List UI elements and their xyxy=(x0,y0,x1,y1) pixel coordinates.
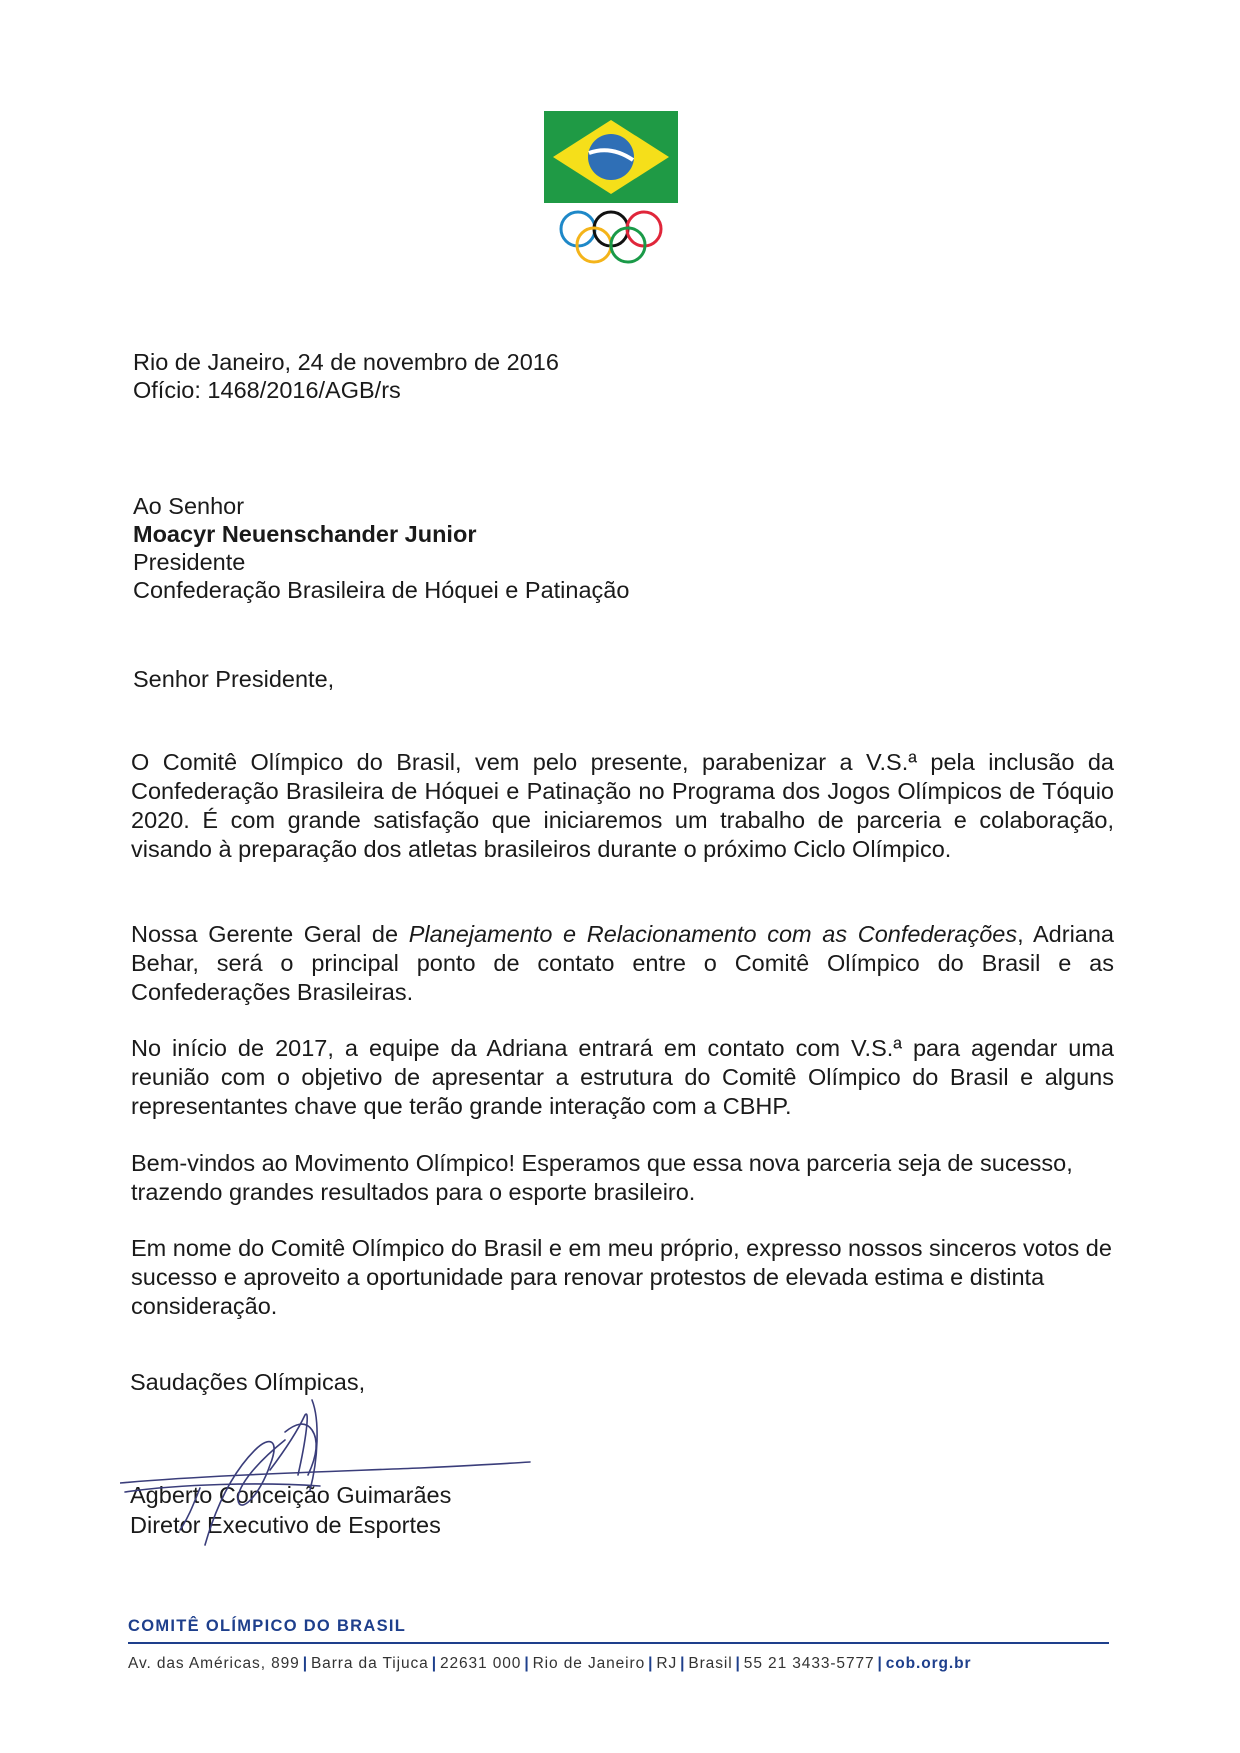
separator: | xyxy=(302,1655,308,1672)
signer-role: Diretor Executivo de Esportes xyxy=(130,1512,441,1538)
footer-phone: 55 21 3433-5777 xyxy=(743,1655,875,1672)
separator: | xyxy=(648,1655,654,1672)
place-date: Rio de Janeiro, 24 de novembro de 2016 xyxy=(133,349,559,375)
paragraph-congratulations: O Comitê Olímpico do Brasil, vem pelo presente, parabenizar a V.S.ª pela inclusão da Confederação Brasileira de Hóquei e Patinação no Programa dos Jogos Olímpicos de Tóquio 2020. É com grande satisfação que iniciaremos um trabalho de parceria e colaboração, visando à preparação dos atletas brasileiros durante o próximo Ciclo Olímpico. xyxy=(131,749,1114,862)
separator: | xyxy=(735,1655,741,1672)
footer-district: Barra da Tijuca xyxy=(310,1655,429,1672)
footer-organization: COMITÊ OLÍMPICO DO BRASIL xyxy=(128,1617,407,1635)
brazil-flag-olympic-rings-icon xyxy=(544,111,678,267)
signer-name: Agberto Conceição Guimarães xyxy=(130,1482,452,1508)
recipient-salutation: Ao Senhor xyxy=(133,493,245,519)
separator: | xyxy=(524,1655,530,1672)
handwritten-signature xyxy=(120,1380,540,1550)
recipient-block xyxy=(133,492,629,604)
footer-country: Brasil xyxy=(688,1655,733,1672)
letter-header xyxy=(133,348,559,404)
olympic-rings xyxy=(561,212,661,262)
separator: | xyxy=(431,1655,437,1672)
paragraph-contact-start: Nossa Gerente Geral de xyxy=(131,921,409,947)
paragraph-welcome: Bem-vindos ao Movimento Olímpico! Esperamos que essa nova parceria seja de sucesso, trazendo grandes resultados para o esporte brasileiro. xyxy=(131,1150,1073,1205)
recipient-title: Presidente xyxy=(133,549,246,575)
footer-address xyxy=(128,1655,971,1673)
paragraph-contact xyxy=(131,920,1114,1007)
recipient-name: Moacyr Neuenschander Junior xyxy=(133,521,477,547)
footer-city: Rio de Janeiro xyxy=(532,1655,646,1672)
footer-website-link[interactable]: cob.org.br xyxy=(885,1655,972,1672)
recipient-organization: Confederação Brasileira de Hóquei e Patinação xyxy=(133,577,630,603)
closing: Saudações Olímpicas, xyxy=(130,1369,366,1395)
department-name: Planejamento e Relacionamento com as Confederações xyxy=(408,921,1018,947)
footer-state: RJ xyxy=(656,1655,678,1672)
paragraph-contact-end: , Adriana Behar, será o principal ponto de contato entre o Comitê Olímpico do Brasil e as Confederações Brasileiras. xyxy=(131,921,1114,1005)
footer-street: Av. das Américas, 899 xyxy=(128,1655,300,1672)
paragraph-regards: Em nome do Comitê Olímpico do Brasil e em meu próprio, expresso nossos sinceros votos de sucesso e aproveito a oportunidade para renovar protestos de elevada estima e distinta consideração. xyxy=(131,1235,1112,1319)
footer-divider xyxy=(128,1642,1109,1644)
separator: | xyxy=(680,1655,686,1672)
greeting: Senhor Presidente, xyxy=(133,666,335,692)
footer-zip: 22631 000 xyxy=(439,1655,522,1672)
separator: | xyxy=(877,1655,883,1672)
paragraph-meeting: No início de 2017, a equipe da Adriana entrará em contato com V.S.ª para agendar uma reunião com o objetivo de apresentar a estrutura do Comitê Olímpico do Brasil e alguns representantes chave que terão grande interação com a CBHP. xyxy=(131,1035,1114,1119)
reference-number: Ofício: 1468/2016/AGB/rs xyxy=(133,377,401,403)
